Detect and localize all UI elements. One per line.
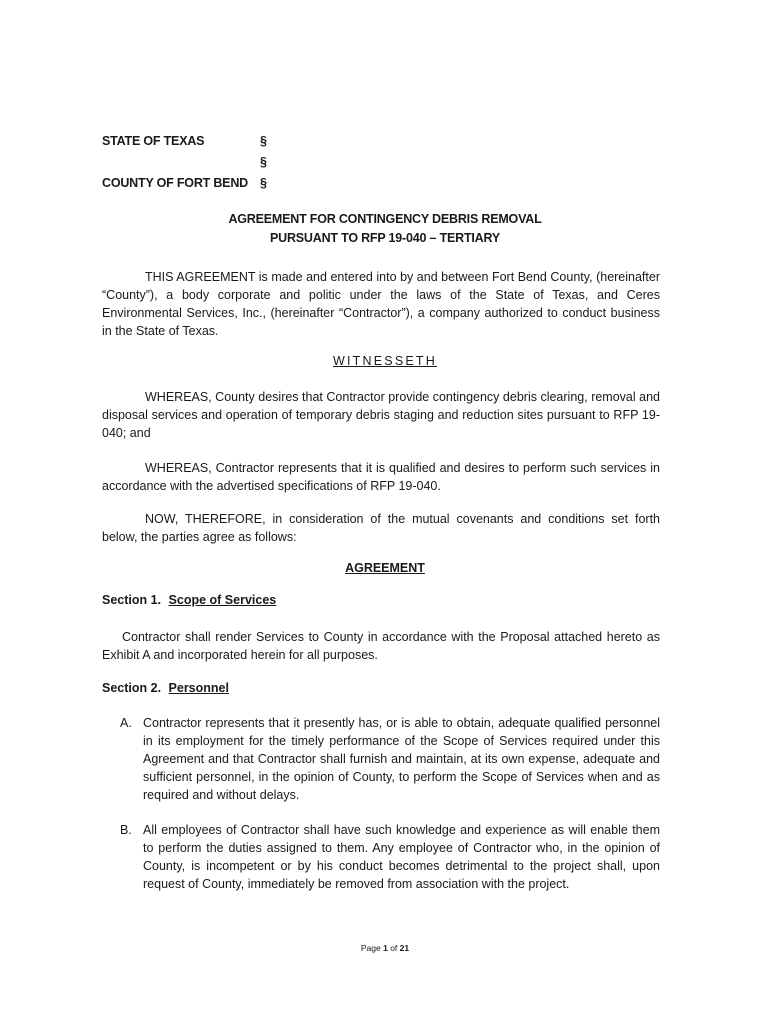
document-title-line2: PURSUANT TO RFP 19-040 – TERTIARY <box>269 231 501 245</box>
intro-paragraph: THIS AGREEMENT is made and entered into by and between Fort Bend County, (hereinafter “County”), a body corporate and politic under the laws of the State of Texas, and Ceres Environmental Services, Inc., (hereinafter “Contractor”), a company authorized to conduct business in the State of Texas. <box>102 270 660 338</box>
section-symbol: § <box>260 134 267 148</box>
list-item-label: B. <box>120 823 132 837</box>
list-item <box>120 714 660 804</box>
footer-page-number: 1 <box>383 943 388 953</box>
section2-title: Personnel <box>168 681 229 695</box>
agreement-heading: AGREEMENT <box>345 561 425 575</box>
page-footer <box>0 943 770 953</box>
section1-title: Scope of Services <box>168 593 277 607</box>
list-item <box>120 821 660 893</box>
document-title-line1: AGREEMENT FOR CONTINGENCY DEBRIS REMOVAL <box>228 212 542 226</box>
list-item-label: A. <box>120 716 132 730</box>
whereas-paragraph-1: WHEREAS, County desires that Contractor provide contingency debris clearing, removal and disposal services and operation of temporary debris staging and reduction sites pursuant to RFP 19-040; and <box>102 390 660 440</box>
footer-of-word: of <box>390 943 398 953</box>
section2-number: Section 2. <box>102 681 162 695</box>
list-item-text: Contractor represents that it presently has, or is able to obtain, adequate qualified personnel in its employment for the timely performance of the Scope of Services required under this Agreement and that Contractor shall furnish and maintain, at its own expense, adequate and sufficient personnel, in the opinion of County, to perform the Scope of Services when and as required and without delays. <box>143 716 660 802</box>
section1-number: Section 1. <box>102 593 162 607</box>
section1-text: Contractor shall render Services to County in accordance with the Proposal attached hereto as Exhibit A and incorporated herein for all purposes. <box>102 630 660 662</box>
state-label: STATE OF TEXAS <box>102 134 205 148</box>
county-label: COUNTY OF FORT BEND <box>102 176 248 190</box>
list-item-text: All employees of Contractor shall have such knowledge and experience as will enable them to perform the duties assigned to them. Any employee of Contractor who, in the opinion of County, is incompetent or by his conduct becomes detrimental to the project shall, upon request of County, immediately be removed from association with the project. <box>143 823 660 891</box>
footer-page-word: Page <box>360 943 381 953</box>
section1-heading <box>102 593 276 607</box>
section-symbol: § <box>260 176 267 190</box>
section2-heading <box>102 681 229 695</box>
whereas-paragraph-2: WHEREAS, Contractor represents that it is qualified and desires to perform such services in accordance with the advertised specifications of RFP 19-040. <box>102 461 660 493</box>
now-therefore-paragraph: NOW, THEREFORE, in consideration of the mutual covenants and conditions set forth below, the parties agree as follows: <box>102 512 660 544</box>
section-symbol: § <box>260 155 267 169</box>
footer-total-pages: 21 <box>399 943 410 953</box>
witnesseth-heading: WITNESSETH <box>333 354 437 368</box>
